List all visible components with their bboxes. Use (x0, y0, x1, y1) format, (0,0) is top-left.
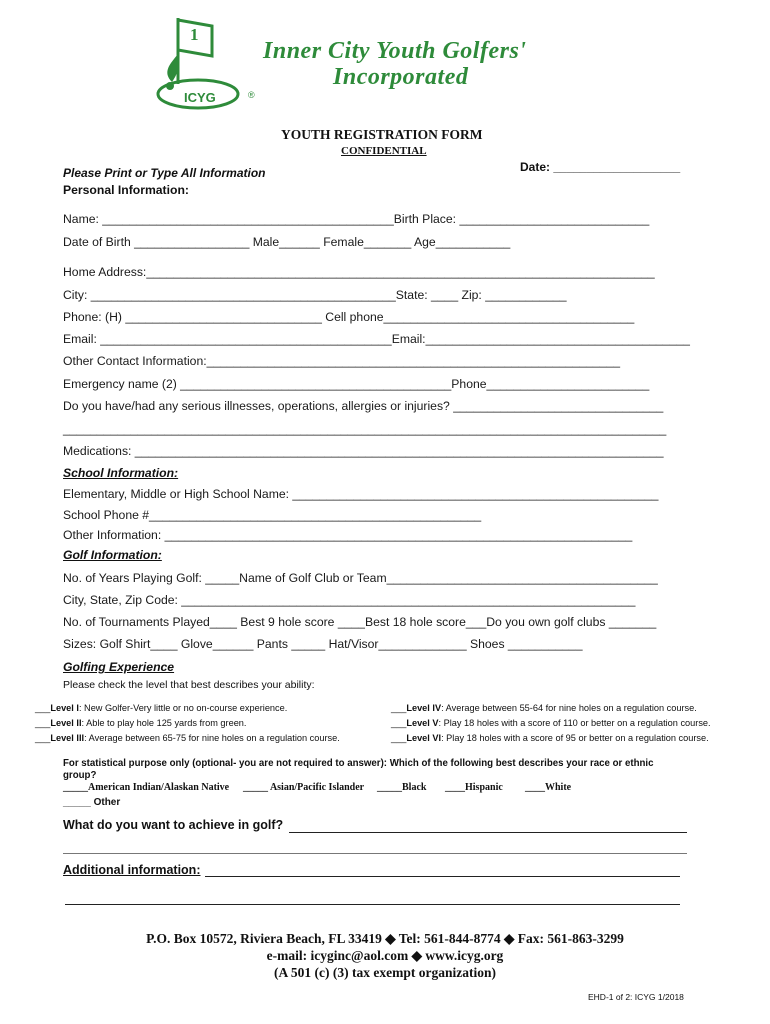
level-5-option[interactable] (391, 718, 711, 728)
illness-question-field[interactable]: Do you have/had any serious illnesses, operations, allergies or injuries? _______________________________ (63, 399, 664, 413)
level-3-option[interactable] (35, 733, 340, 743)
achieve-question: What do you want to achieve in golf? (63, 818, 284, 832)
level-blank[interactable]: ___ (391, 733, 407, 743)
race-option-other[interactable]: _____ Other (63, 797, 121, 808)
experience-instruction: Please check the level that best describes your ability: (63, 679, 315, 691)
level-blank[interactable]: ___ (35, 703, 51, 713)
level-label: Level VI (406, 733, 442, 743)
logo-flag-number: 1 (190, 25, 199, 44)
level-2-option[interactable] (35, 718, 246, 728)
level-4-option[interactable] (391, 703, 697, 713)
school-other-info-field[interactable]: Other Information: _____________________________________________________________________ (63, 528, 633, 542)
achieve-answer-line[interactable] (289, 832, 687, 833)
school-name-field[interactable]: Elementary, Middle or High School Name: ______________________________________________________ (63, 487, 659, 501)
logo-monogram: ICYG (184, 90, 216, 105)
statistical-question-cont: group? (63, 770, 97, 781)
level-description: : Play 18 holes with a score of 95 or better on a regulation course. (441, 733, 709, 743)
golf-info-heading: Golf Information: (63, 548, 162, 562)
dob-sex-age-field[interactable]: Date of Birth _________________ Male______ Female_______ Age___________ (63, 235, 511, 249)
race-option-asian[interactable]: _____ Asian/Pacific Islander (243, 782, 365, 793)
race-option-black[interactable]: _____Black (377, 782, 427, 793)
achieve-answer-line-2[interactable] (63, 853, 687, 854)
icyg-logo (150, 14, 262, 110)
other-contact-field[interactable]: Other Contact Information:_____________________________________________________________ (63, 354, 621, 368)
school-phone-field[interactable]: School Phone #_________________________________________________ (63, 508, 482, 522)
name-birthplace-field[interactable]: Name: ___________________________________________Birth Place: ____________________________ (63, 212, 650, 226)
additional-info-line[interactable] (205, 876, 680, 877)
level-6-option[interactable] (391, 733, 709, 743)
tournaments-scores-field[interactable]: No. of Tournaments Played____ Best 9 hole score ____Best 18 hole score___Do you own golf clubs _______ (63, 615, 657, 629)
race-option-hispanic[interactable]: ____Hispanic (445, 782, 503, 793)
print-instruction: Please Print or Type All Information (63, 166, 266, 180)
footer-address: P.O. Box 10572, Riviera Beach, FL 33419 ◆ Tel: 561-844-8774 ◆ Fax: 561-863-3299 (146, 931, 624, 946)
level-1-option[interactable] (35, 703, 287, 713)
level-description: : Able to play hole 125 yards from green. (81, 718, 247, 728)
personal-info-heading: Personal Information: (63, 183, 189, 197)
school-info-heading: School Information: (63, 466, 179, 480)
level-label: Level V (406, 718, 439, 728)
footer-contact: e-mail: icyginc@aol.com ◆ www.icyg.org (266, 948, 504, 963)
level-blank[interactable]: ___ (35, 718, 51, 728)
illness-continuation-field[interactable]: _________________________________________________________________________________________ (63, 422, 667, 436)
additional-info-label: Additional information: (63, 863, 201, 877)
form-title: YOUTH REGISTRATION FORM (281, 127, 483, 142)
level-description: : Average between 55-64 for nine holes on a regulation course. (441, 703, 697, 713)
level-blank[interactable]: ___ (35, 733, 51, 743)
additional-info-line-2[interactable] (65, 904, 680, 905)
emergency-contact-field[interactable]: Emergency name (2) ________________________________________Phone________________________ (63, 377, 650, 391)
race-option-white[interactable]: ____White (525, 782, 572, 793)
sizes-field[interactable]: Sizes: Golf Shirt____ Glove______ Pants _____ Hat/Visor_____________ Shoes ___________ (63, 637, 583, 651)
level-description: : Average between 65-75 for nine holes on a regulation course. (84, 733, 340, 743)
level-description: : Play 18 holes with a score of 110 or better on a regulation course. (438, 718, 711, 728)
level-label: Level II (50, 718, 82, 728)
golfing-experience-heading: Golfing Experience (63, 660, 175, 674)
level-description: : New Golfer-Very little or no on-course experience. (78, 703, 288, 713)
level-label: Level IV (406, 703, 442, 713)
statistical-question: For statistical purpose only (optional- you are not required to answer): Which of the following best describes your race or ethnic (63, 758, 654, 769)
years-club-field[interactable]: No. of Years Playing Golf: _____Name of Golf Club or Team________________________________________ (63, 571, 658, 585)
level-label: Level III (50, 733, 85, 743)
form-id: EHD-1 of 2: ICYG 1/2018 (588, 992, 684, 1002)
email-field[interactable]: Email: ___________________________________________Email:_______________________________________ (63, 332, 690, 346)
level-blank[interactable]: ___ (391, 703, 407, 713)
level-blank[interactable]: ___ (391, 718, 407, 728)
confidential-label: CONFIDENTIAL (341, 145, 427, 157)
registered-mark: ® (248, 90, 255, 100)
date-field[interactable]: Date: ___________________ (520, 160, 681, 174)
level-label: Level I (50, 703, 79, 713)
org-name-line-1: Inner City Youth Golfers' (263, 38, 527, 64)
org-name-line-2: Incorporated (333, 64, 469, 90)
race-option-american-indian[interactable]: _____American Indian/Alaskan Native (63, 782, 230, 793)
city-state-zip-field[interactable]: City: _____________________________________________State: ____ Zip: ____________ (63, 288, 567, 302)
footer-tax-status: (A 501 (c) (3) tax exempt organization) (274, 965, 496, 980)
home-address-field[interactable]: Home Address:___________________________________________________________________________ (63, 265, 655, 279)
medications-field[interactable]: Medications: ______________________________________________________________________________ (63, 444, 664, 458)
phone-field[interactable]: Phone: (H) _____________________________ Cell phone_____________________________________ (63, 310, 635, 324)
club-city-state-zip-field[interactable]: City, State, Zip Code: ___________________________________________________________________ (63, 593, 636, 607)
